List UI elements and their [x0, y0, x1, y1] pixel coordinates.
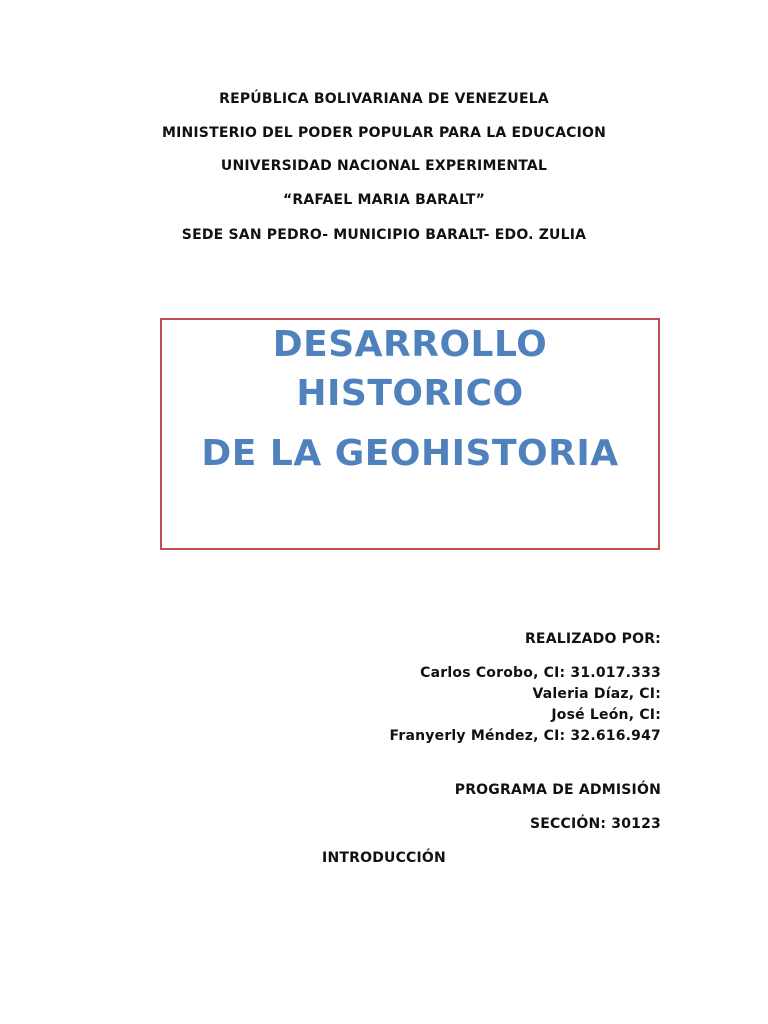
author-name: Valeria Díaz, CI:	[532, 686, 661, 702]
introduction-heading: INTRODUCCIÓN	[322, 850, 446, 866]
program-label: PROGRAMA DE ADMISIÓN	[454, 782, 661, 798]
header-ministry: MINISTERIO DEL PODER POPULAR PARA LA EDUCACION	[161, 125, 607, 141]
author-name: Franyerly Méndez, CI: 32.616.947	[389, 728, 661, 744]
title-line-1: DESARROLLO	[272, 324, 548, 365]
author-name: José León, CI:	[551, 707, 661, 723]
authors-heading: REALIZADO POR:	[524, 631, 661, 647]
title-box	[160, 318, 660, 550]
header-country: REPÚBLICA BOLIVARIANA DE VENEZUELA	[219, 91, 549, 107]
title-line-3: DE LA GEOHISTORIA	[201, 433, 619, 474]
header-university: UNIVERSIDAD NACIONAL EXPERIMENTAL	[220, 158, 548, 174]
header-university-name: “RAFAEL MARIA BARALT”	[282, 192, 486, 208]
title-line-2: HISTORICO	[296, 373, 524, 414]
author-name: Carlos Corobo, CI: 31.017.333	[420, 665, 661, 681]
section-label: SECCIÓN: 30123	[529, 816, 661, 832]
header-campus: SEDE SAN PEDRO- MUNICIPIO BARALT- EDO. ZULIA	[181, 227, 587, 243]
